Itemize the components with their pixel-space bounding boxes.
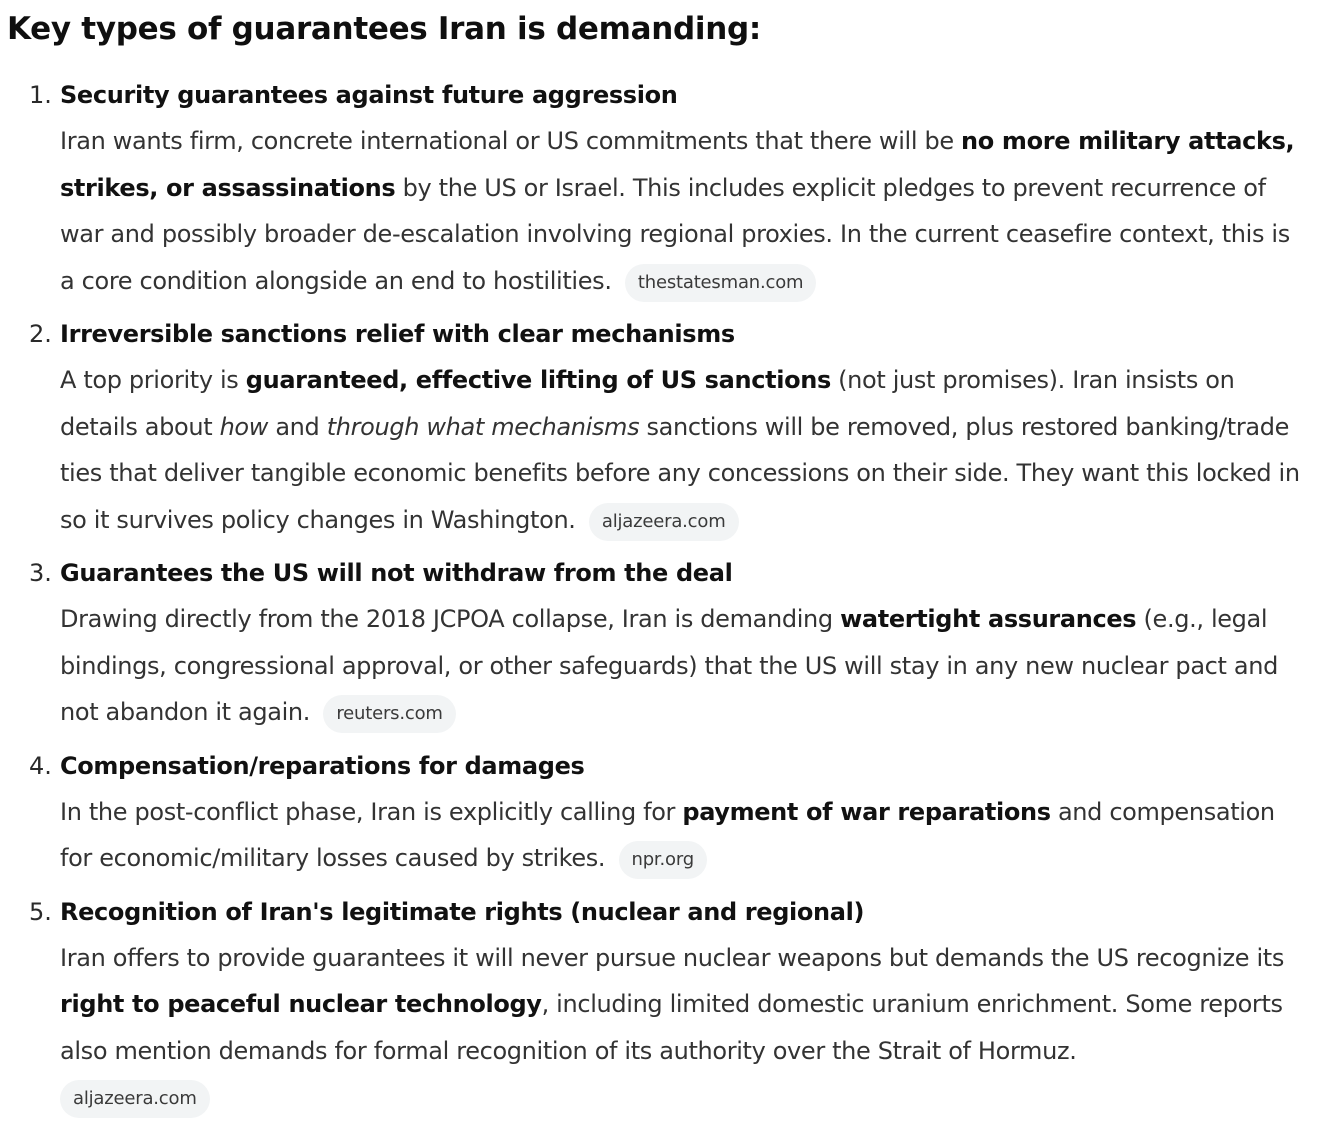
- body-text: (not just promises). Iran insists on details about: [60, 366, 1235, 441]
- body-text: and: [268, 412, 327, 441]
- item-body: [60, 357, 1310, 543]
- item-number: 1.: [29, 81, 52, 109]
- body-text: In the post-conflict phase, Iran is explicitly calling for: [60, 797, 683, 826]
- item-number: 2.: [29, 320, 52, 348]
- body-text: , including limited domestic uranium enrichment. Some reports also mention demands for formal recognition of its authority over the Strait of Hormuz.: [60, 990, 1283, 1065]
- body-text: and compensation for economic/military losses caused by strikes.: [60, 797, 1275, 872]
- body-emphasis: watertight assurances: [840, 605, 1137, 633]
- item-body: [60, 596, 1310, 736]
- item-title: Compensation/reparations for damages: [60, 751, 585, 780]
- source-link[interactable]: aljazeera.com: [60, 1080, 210, 1118]
- source-link[interactable]: thestatesman.com: [625, 264, 816, 302]
- body-text: A top priority is: [60, 366, 246, 394]
- body-text: Iran wants firm, concrete international or US commitments that there will be: [60, 127, 962, 155]
- body-text: Iran offers to provide guarantees it will never pursue nuclear weapons but demands the US recognize its: [60, 943, 1284, 972]
- source-link[interactable]: npr.org: [619, 841, 707, 879]
- item-number: 5.: [29, 897, 52, 926]
- item-title: Irreversible sanctions relief with clear mechanisms: [60, 320, 735, 348]
- body-text: sanctions will be removed, plus restored banking/trade ties that deliver tangible economic benefits before any concessions on their side. They want this locked in so it survives policy changes in Washington.: [60, 412, 1300, 534]
- body-emphasis: no more military attacks, strikes, or assassinations: [60, 127, 1295, 202]
- page-title: Key types of guarantees Iran is demanding:: [7, 11, 761, 47]
- guarantees-list: [7, 78, 1310, 1121]
- list-item: [7, 317, 1310, 543]
- list-item: [7, 556, 1310, 736]
- source-link[interactable]: aljazeera.com: [589, 503, 739, 541]
- list-item: [7, 78, 1310, 304]
- item-body: [60, 935, 1310, 1121]
- source-link[interactable]: reuters.com: [323, 695, 455, 733]
- item-body: [60, 118, 1310, 304]
- body-emphasis: right to peaceful nuclear technology: [60, 990, 542, 1018]
- item-title: Recognition of Iran's legitimate rights (nuclear and regional): [60, 897, 865, 926]
- item-title: Security guarantees against future aggression: [60, 81, 678, 109]
- body-italic: through what mechanisms: [326, 412, 640, 441]
- item-body: [60, 789, 1310, 882]
- body-italic: how: [219, 412, 269, 441]
- body-text: by the US or Israel. This includes explicit pledges to prevent recurrence of war and possibly broader de-escalation involving regional proxies. In the current ceasefire context, this is a core condition alongside an end to hostilities.: [60, 173, 1290, 295]
- item-number: 3.: [29, 559, 52, 587]
- item-number: 4.: [29, 751, 52, 780]
- body-text: Drawing directly from the 2018 JCPOA collapse, Iran is demanding: [60, 605, 841, 633]
- item-title: Guarantees the US will not withdraw from the deal: [60, 559, 733, 587]
- list-item: [7, 749, 1310, 882]
- list-item: [7, 895, 1310, 1121]
- body-text: (e.g., legal bindings, congressional approval, or other safeguards) that the US will stay in any new nuclear pact and not abandon it again.: [60, 605, 1278, 726]
- body-emphasis: payment of war reparations: [682, 797, 1051, 826]
- body-emphasis: guaranteed, effective lifting of US sanctions: [245, 366, 831, 394]
